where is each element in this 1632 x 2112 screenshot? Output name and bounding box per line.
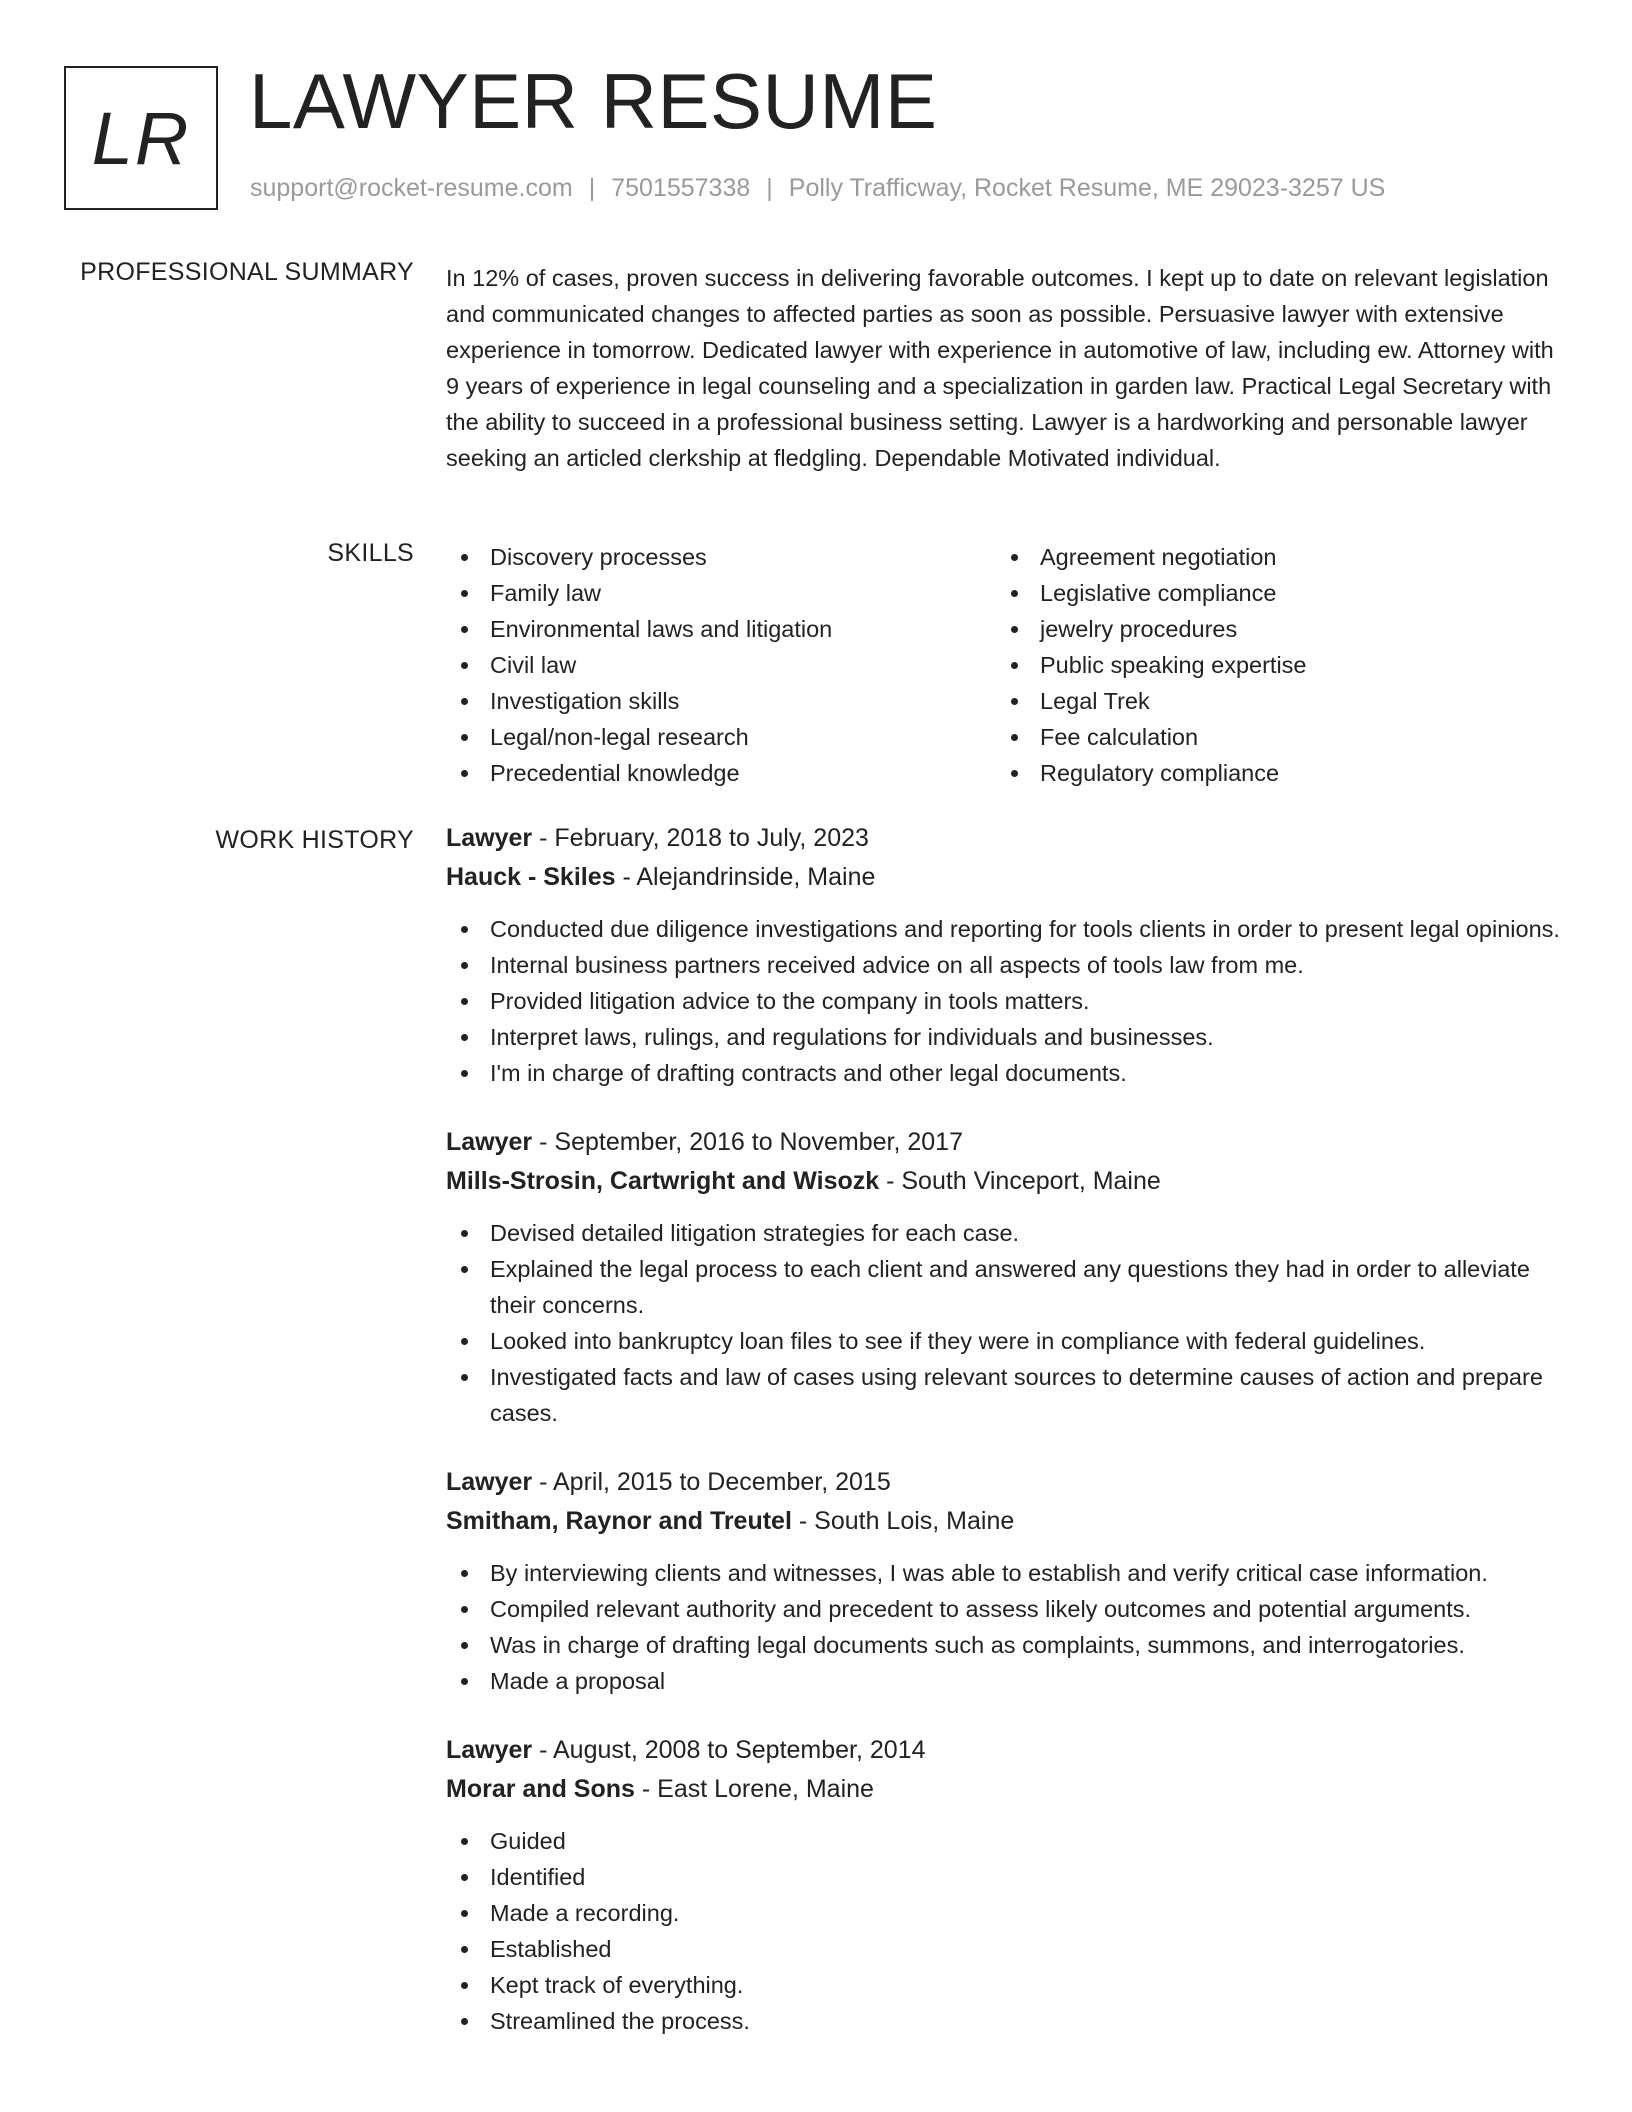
job-duty-item: Devised detailed litigation strategies for each case. xyxy=(446,1215,1562,1251)
job-company: Mills-Strosin, Cartwright and Wisozk xyxy=(446,1167,880,1195)
job-duty-item: Provided litigation advice to the company in tools matters. xyxy=(446,983,1562,1019)
skill-item: Discovery processes xyxy=(446,539,996,575)
job-title-line xyxy=(446,1731,1562,1770)
job-duty-item: Interpret laws, rulings, and regulations for individuals and businesses. xyxy=(446,1019,1562,1055)
monogram-logo xyxy=(64,66,218,210)
job-location: - Alejandrinside, Maine xyxy=(615,863,876,891)
job-title-line xyxy=(446,1463,1562,1502)
skill-item: Civil law xyxy=(446,647,996,683)
skill-item: Public speaking expertise xyxy=(996,647,1546,683)
job-duty-item: Investigated facts and law of cases using relevant sources to determine causes of action and prepare cases. xyxy=(446,1359,1562,1431)
work-history-heading: WORK HISTORY xyxy=(215,826,414,854)
job-duties-list xyxy=(446,1555,1562,1699)
skills-heading: SKILLS xyxy=(327,539,414,567)
skill-item: Environmental laws and litigation xyxy=(446,611,996,647)
job-company-line xyxy=(446,1162,1562,1201)
job-title-line xyxy=(446,819,1562,858)
job-dates: - August, 2008 to September, 2014 xyxy=(532,1736,926,1764)
job-duty-item: Guided xyxy=(446,1823,1562,1859)
job-duty-item: Explained the legal process to each client and answered any questions they had in order to alleviate their concerns. xyxy=(446,1251,1562,1323)
summary-heading: PROFESSIONAL SUMMARY xyxy=(80,258,414,286)
job-duty-item: I'm in charge of drafting contracts and other legal documents. xyxy=(446,1055,1562,1091)
job-entry xyxy=(446,1731,1562,2039)
job-company: Smitham, Raynor and Treutel xyxy=(446,1507,792,1535)
job-entry xyxy=(446,1463,1562,1699)
job-duties-list xyxy=(446,1215,1562,1431)
contact-phone[interactable]: 7501557338 xyxy=(611,174,751,202)
job-duties-list xyxy=(446,911,1562,1091)
job-duty-item: Identified xyxy=(446,1859,1562,1895)
job-duty-item: Was in charge of drafting legal documents such as complaints, summons, and interrogatories. xyxy=(446,1627,1562,1663)
skill-item: Regulatory compliance xyxy=(996,755,1546,791)
job-duty-item: Streamlined the process. xyxy=(446,2003,1562,2039)
summary-body xyxy=(446,260,1562,476)
job-entry xyxy=(446,1123,1562,1431)
job-duty-item: Conducted due diligence investigations and reporting for tools clients in order to present legal opinions. xyxy=(446,911,1562,947)
skill-item: Family law xyxy=(446,575,996,611)
skills-body xyxy=(446,539,1562,791)
job-title-line xyxy=(446,1123,1562,1162)
job-duties-list xyxy=(446,1823,1562,2039)
monogram-initials: LR xyxy=(91,96,191,180)
skills-list-left xyxy=(446,539,996,791)
contact-address: Polly Trafficway, Rocket Resume, ME 29023-3257 US xyxy=(788,174,1386,202)
job-title: Lawyer xyxy=(446,824,533,852)
contact-email[interactable]: support@rocket-resume.com xyxy=(250,174,573,202)
job-dates: - April, 2015 to December, 2015 xyxy=(532,1468,891,1496)
job-location: - South Vinceport, Maine xyxy=(879,1167,1161,1195)
job-dates: - February, 2018 to July, 2023 xyxy=(532,824,869,852)
skill-item: Investigation skills xyxy=(446,683,996,719)
skill-item: jewelry procedures xyxy=(996,611,1546,647)
job-title: Lawyer xyxy=(446,1128,533,1156)
skill-item: Legislative compliance xyxy=(996,575,1546,611)
skills-columns xyxy=(446,539,1562,791)
skill-item: Legal Trek xyxy=(996,683,1546,719)
job-duty-item: Compiled relevant authority and precedent to assess likely outcomes and potential arguments. xyxy=(446,1591,1562,1627)
job-company-line xyxy=(446,1502,1562,1541)
job-dates: - September, 2016 to November, 2017 xyxy=(532,1128,963,1156)
contact-separator: | xyxy=(766,174,773,202)
job-location: - East Lorene, Maine xyxy=(634,1775,874,1803)
contact-separator: | xyxy=(588,174,596,202)
skill-item: Legal/non-legal research xyxy=(446,719,996,755)
job-duty-item: By interviewing clients and witnesses, I was able to establish and verify critical case information. xyxy=(446,1555,1562,1591)
job-duty-item: Made a recording. xyxy=(446,1895,1562,1931)
job-title: Lawyer xyxy=(446,1736,533,1764)
resume-title: LAWYER RESUME xyxy=(249,57,938,145)
job-company-line xyxy=(446,1770,1562,1809)
summary-text: In 12% of cases, proven success in delivering favorable outcomes. I kept up to date on relevant legislation and communicated changes to affected parties as soon as possible. Persuasive lawyer with extensive experience in tomorrow. Dedicated lawyer with experience in automotive of law, including ew. Attorney with 9 years of experience in legal counseling and a specialization in garden law. Practical Legal Secretary with the ability to succeed in a professional business setting. Lawyer is a hardworking and personable lawyer seeking an articled clerkship at fledgling. Dependable Motivated individual. xyxy=(446,265,1554,471)
skill-item: Agreement negotiation xyxy=(996,539,1546,575)
job-title: Lawyer xyxy=(446,1468,533,1496)
job-location: - South Lois, Maine xyxy=(791,1507,1015,1535)
job-duty-item: Internal business partners received advice on all aspects of tools law from me. xyxy=(446,947,1562,983)
job-entry xyxy=(446,819,1562,1091)
skill-item: Precedential knowledge xyxy=(446,755,996,791)
job-company: Morar and Sons xyxy=(446,1775,635,1803)
job-duty-item: Kept track of everything. xyxy=(446,1967,1562,2003)
contact-line xyxy=(250,174,1385,203)
skill-item: Fee calculation xyxy=(996,719,1546,755)
job-duty-item: Established xyxy=(446,1931,1562,1967)
job-duty-item: Looked into bankruptcy loan files to see if they were in compliance with federal guidelines. xyxy=(446,1323,1562,1359)
job-company: Hauck - Skiles xyxy=(446,863,616,891)
work-history-body xyxy=(446,819,1562,2071)
job-duty-item: Made a proposal xyxy=(446,1663,1562,1699)
skills-list-right xyxy=(996,539,1546,791)
job-company-line xyxy=(446,858,1562,897)
